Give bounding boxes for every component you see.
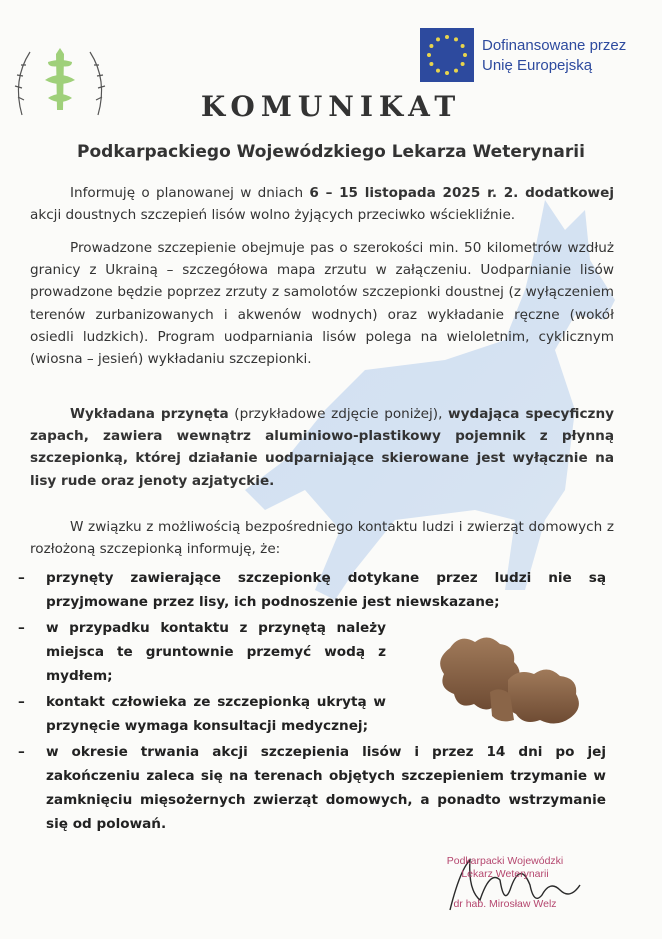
list-item-text: kontakt człowieka ze szczepionką ukrytą w przynęcie wymaga konsultacji medycznej; (46, 694, 386, 734)
stamp-line-2: Lekarz Weterynarii (461, 868, 549, 880)
paragraph-dates (30, 182, 614, 226)
para2-text: Prowadzone szczepienie obejmuje pas o szerokości min. 50 kilometrów wzdłuż granicy z Ukrainą – szczegółowa mapa zrzutu w załączeniu. Uodparnianie lisów prowadzone będzie poprzez zrzuty z samolotów szczepionki doustnej (z wyłączeniem terenów zurbanizowanych i akwenów wodnych) oraz wykładanie ręczne (wokół osiedli ludzkich). Program uodparniania lisów polega na wieloletnim, cyklicznym (wiosna – jesień) wykładaniu szczepionki. (30, 240, 614, 368)
bullet-dash: – (18, 694, 25, 710)
eu-line-2: Unię Europejską (482, 57, 593, 74)
list-item (18, 740, 606, 836)
list-item (18, 616, 386, 688)
page-title: KOMUNIKAT (200, 90, 462, 123)
para1-dates: 6 – 15 listopada 2025 r. 2. dodatkowej (309, 185, 614, 201)
bait-photo-image (430, 628, 590, 728)
paragraph-bait (30, 403, 614, 492)
para3-text-d: . (269, 472, 275, 489)
bullet-dash: – (18, 744, 25, 760)
list-item-text: w przypadku kontaktu z przynętą należy miejsca te gruntownie przemyć wodą z mydłem; (46, 620, 386, 684)
eu-line-1: Dofinansowane przez (482, 37, 627, 54)
list-item-text: przynęty zawierające szczepionkę dotykane przez ludzi nie są przyjmowane przez lisy, ich podnoszenie jest niewskazane; (46, 570, 606, 610)
eu-funding-text (482, 36, 626, 76)
para3-text-b: (przykładowe zdjęcie poniżej), (228, 406, 449, 422)
paragraph-scope (30, 237, 614, 370)
list-item (18, 566, 606, 614)
para1-text-c: akcji doustnych szczepień lisów wolno żyjących przeciwko wściekliźnie. (30, 207, 516, 224)
para3-text-a: Wykładana przynęta (70, 406, 229, 422)
para4-text: W związku z możliwością bezpośredniego kontaktu ludzi i zwierząt domowych z rozłożoną szczepionką informuję, że: (30, 519, 614, 558)
stamp-line-1: Podkarpacki Wojewódzki (446, 855, 564, 867)
list-item-text: w okresie trwania akcji szczepienia lisów i przez 14 dni po jej zakończeniu zaleca się na terenach objętych szczepieniem trzymanie w zamknięciu mięsożernych zwierząt domowych, a ponadto wstrzymanie się od polowań. (46, 744, 606, 832)
official-stamp (420, 855, 590, 881)
list-item (18, 690, 386, 738)
bullet-dash: – (18, 570, 25, 586)
page-subtitle: Podkarpackiego Wojewódzkiego Lekarza Weterynarii (77, 142, 585, 162)
eu-funding-logo (420, 28, 627, 88)
bullet-dash: – (18, 620, 25, 636)
signatory-name: dr hab. Mirosław Welz (453, 898, 557, 910)
para3-text-c: wydająca specyficzny zapach, zawiera wewnątrz aluminiowo-plastikowy pojemnik z płynną szczepionką, której działanie uodparniające skierowane jest wyłącznie na lisy rude oraz jenoty azjatyckie (30, 406, 614, 489)
paragraph-notice (30, 516, 614, 560)
eu-flag-icon (420, 28, 474, 82)
para1-text-a: Informuję o planowanej w dniach (70, 185, 310, 201)
